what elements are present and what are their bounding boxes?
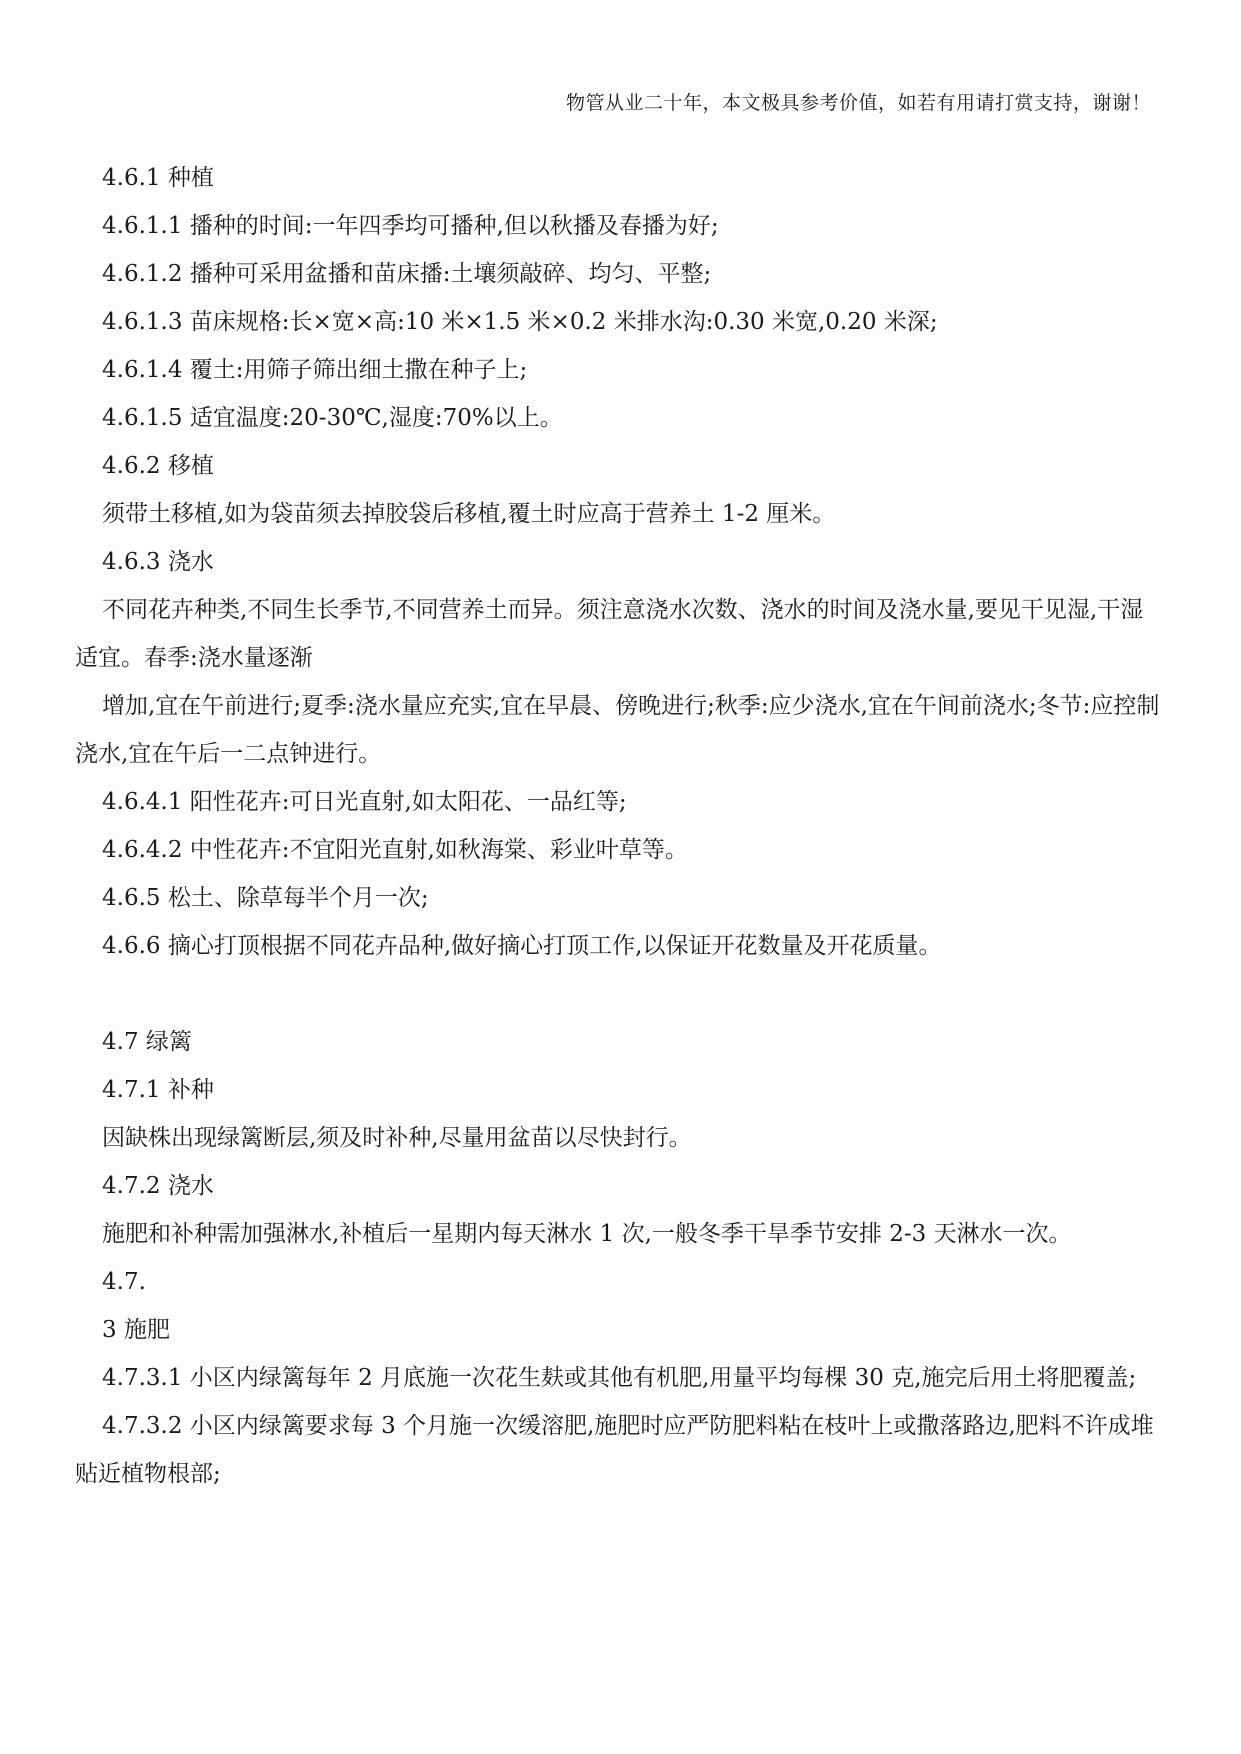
- paragraph: 4.6.1.5 适宜温度:20-30℃,湿度:70%以上。: [102, 405, 563, 431]
- paragraph: 施肥和补种需加强淋水,补植后一星期内每天淋水 1 次,一般冬季干旱季节安排 2-3 天淋水一次。: [102, 1221, 1072, 1247]
- section-heading: 4.6.1 种植: [102, 165, 214, 191]
- section-heading: 4.6.3 浇水: [102, 549, 214, 575]
- paragraph: 4.6.4.2 中性花卉:不宜阳光直射,如秋海棠、彩业叶草等。: [102, 837, 688, 863]
- paragraph: 4.7.3.1 小区内绿篱每年 2 月底施一次花生麸或其他有机肥,用量平均每棵 30 克,施完后用土将肥覆盖;: [102, 1365, 1137, 1391]
- paragraph-gap: [75, 970, 1165, 1018]
- paragraph: 增加,宜在午前进行;夏季:浇水量应充实,宜在早晨、傍晚进行;秋季:应少浇水,宜在午间前浇水;冬节:应控制浇水,宜在午后一二点钟进行。: [75, 693, 1160, 767]
- section-heading: 4.7.1 补种: [102, 1077, 214, 1103]
- paragraph: 因缺株出现绿篱断层,须及时补种,尽量用盆苗以尽快封行。: [102, 1125, 692, 1151]
- paragraph: 4.6.1.1 播种的时间:一年四季均可播种,但以秋播及春播为好;: [102, 213, 719, 239]
- paragraph: 4.6.6 摘心打顶根据不同花卉品种,做好摘心打顶工作,以保证开花数量及开花质量。: [102, 933, 942, 959]
- paragraph: 4.6.4.1 阳性花卉:可日光直射,如太阳花、一品红等;: [102, 789, 627, 815]
- paragraph: 4.7.3.2 小区内绿篱要求每 3 个月施一次缓溶肥,施肥时应严防肥料粘在枝叶上或撒落路边,肥料不许成堆贴近植物根部;: [75, 1413, 1154, 1487]
- paragraph: 须带土移植,如为袋苗须去掉胶袋后移植,覆土时应高于营养土 1-2 厘米。: [102, 501, 836, 527]
- document-body: [75, 154, 1165, 1498]
- section-heading: 4.7 绿篱: [102, 1029, 192, 1055]
- section-heading: 4.7.2 浇水: [102, 1173, 214, 1199]
- paragraph: 4.6.1.4 覆土:用筛子筛出细土撒在种子上;: [102, 357, 528, 383]
- paragraph: 4.6.5 松土、除草每半个月一次;: [102, 885, 429, 911]
- header-note: 物管从业二十年，本文极具参考价值，如若有用请打赏支持，谢谢！: [565, 92, 1151, 114]
- section-heading: 4.6.2 移植: [102, 453, 214, 479]
- paragraph: 4.6.1.3 苗床规格:长×宽×高:10 米×1.5 米×0.2 米排水沟:0.30 米宽,0.20 米深;: [102, 309, 938, 335]
- paragraph: 4.6.1.2 播种可采用盆播和苗床播:土壤须敲碎、均匀、平整;: [102, 261, 712, 287]
- paragraph: 不同花卉种类,不同生长季节,不同营养土而异。须注意浇水次数、浇水的时间及浇水量,要见干见湿,干湿适宜。春季:浇水量逐渐: [75, 597, 1144, 671]
- section-heading: 4.7.: [102, 1269, 146, 1295]
- section-heading: 3 施肥: [102, 1317, 170, 1343]
